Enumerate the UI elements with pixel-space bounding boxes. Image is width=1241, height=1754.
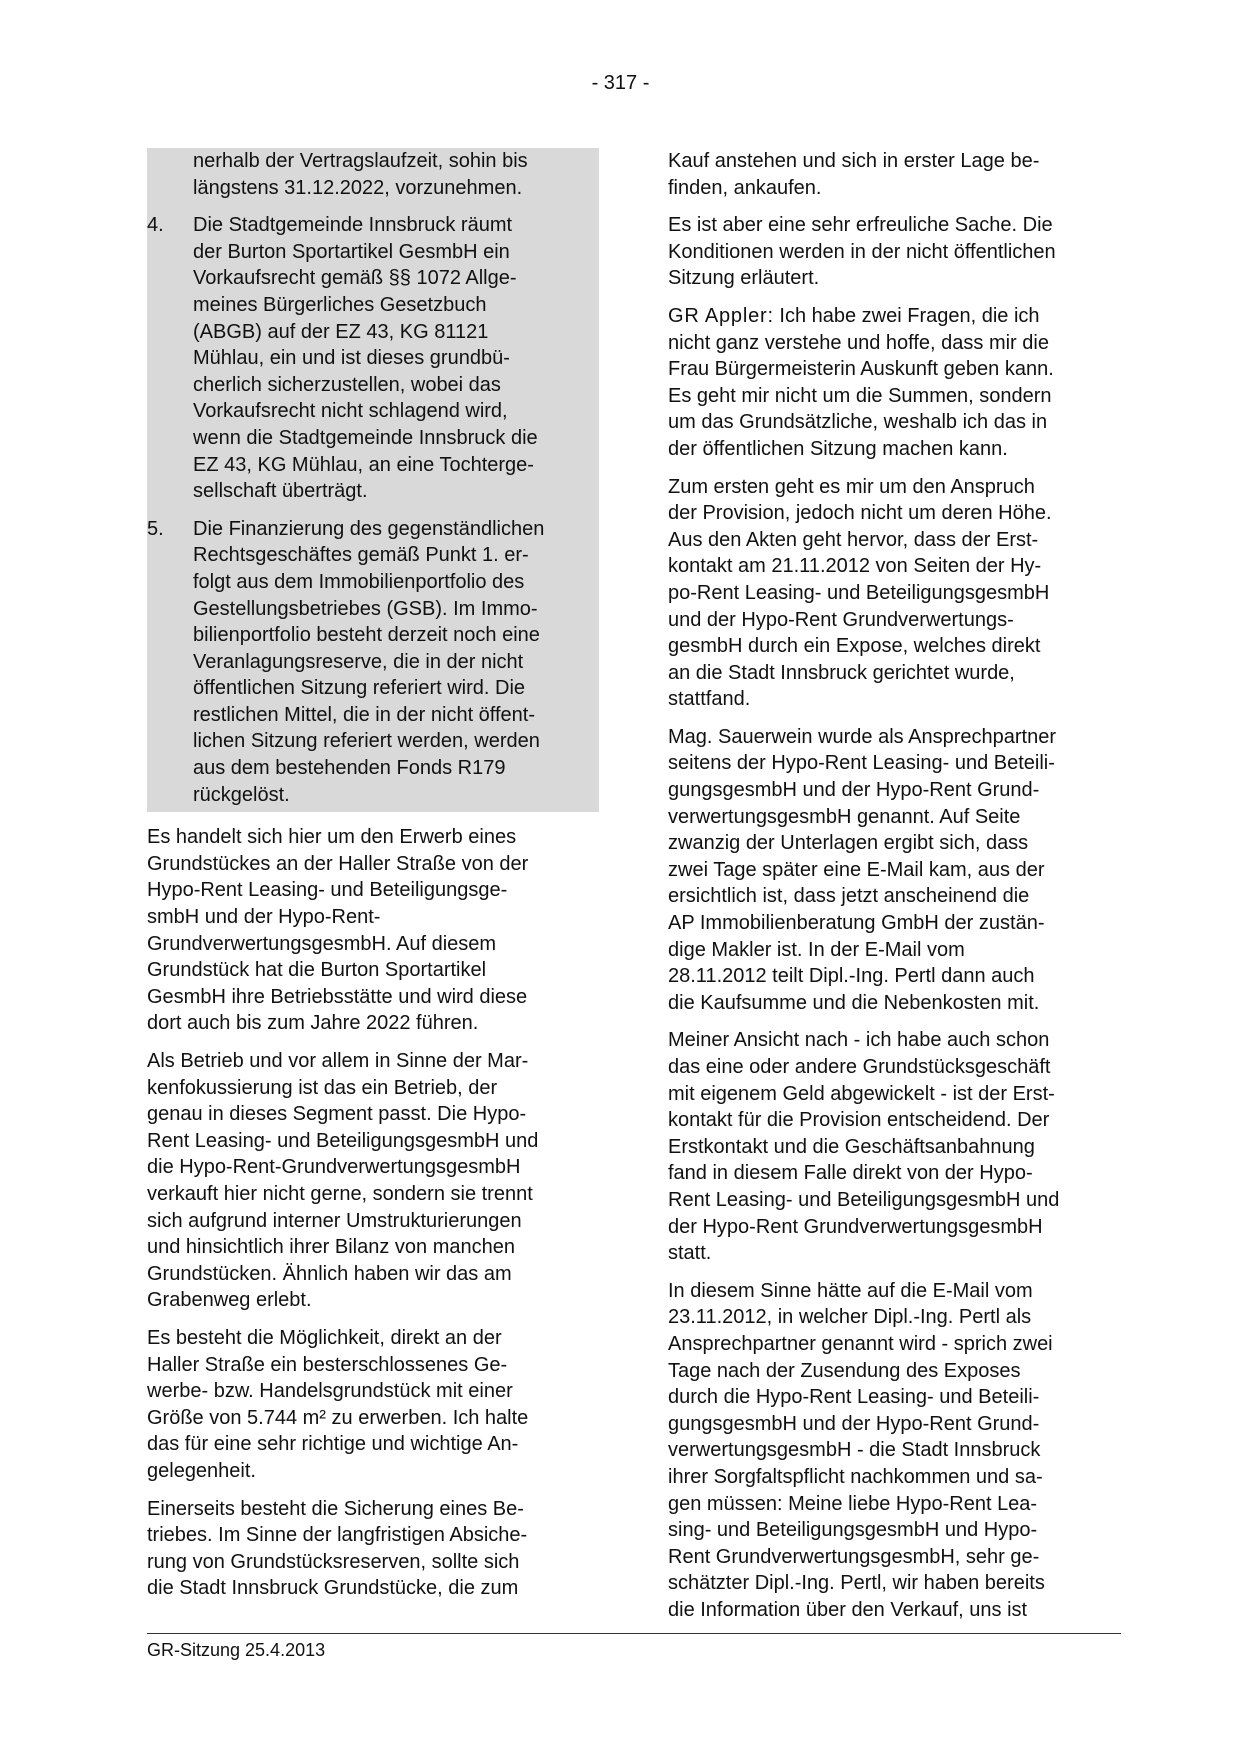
page-number: - 317 - (591, 72, 650, 94)
text-line: dige Makler ist. In der E-Mail vom (668, 938, 965, 961)
text-line: ersichtlich ist, dass jetzt anscheinend die (668, 885, 1030, 908)
text-line: bilienportfolio besteht derzeit noch eine (193, 624, 540, 647)
text-line (668, 303, 1120, 330)
text-line: Gestellungsbetriebes (GSB). Im Immo- (193, 597, 538, 620)
text-line: Frau Bürgermeisterin Auskunft geben kann. (668, 358, 1054, 381)
text-line: Rent Leasing- und BeteiligungsgesmbH und (668, 1188, 1060, 1211)
text-line: durch die Hypo-Rent Leasing- und Beteili- (668, 1386, 1040, 1409)
text-line: triebes. Im Sinne der langfristigen Absiche- (147, 1524, 528, 1547)
text-line: Vorkaufsrecht nicht schlagend wird, (193, 400, 508, 423)
text-line: sing- und BeteiligungsgesmbH und Hypo- (668, 1519, 1038, 1542)
text-line: um das Grundsätzliche, weshalb ich das in (668, 411, 1048, 434)
text-line: die Kaufsumme und die Nebenkosten mit. (668, 991, 1040, 1014)
text-line: die Stadt Innsbruck Grundstücke, die zum (147, 1577, 519, 1600)
text-line: wenn die Stadtgemeinde Innsbruck die (193, 426, 538, 449)
paragraph (668, 303, 1120, 463)
text-line: kenfokussierung ist das ein Betrieb, der (147, 1076, 498, 1099)
text-line: Zum ersten geht es mir um den Anspruch (668, 475, 1035, 498)
text-line: statt. (668, 1242, 712, 1265)
text-line: Konditionen werden in der nicht öffentlichen (668, 240, 1056, 263)
text-line: kontakt am 21.11.2012 von Seiten der Hy- (668, 555, 1042, 578)
text-line: nerhalb der Vertragslaufzeit, sohin bis (193, 150, 528, 172)
item-number: 4. (147, 214, 164, 237)
text-line: ihrer Sorgfaltspflicht nachkommen und sa- (668, 1465, 1043, 1488)
paragraph (147, 824, 599, 1037)
text-line: Rechtsgeschäftes gemäß Punkt 1. er- (193, 544, 529, 567)
text-line: der Provision, jedoch nicht um deren Höhe. (668, 502, 1052, 525)
text-line: (ABGB) auf der EZ 43, KG 81121 (193, 320, 489, 343)
paragraph (668, 724, 1120, 1017)
text-line: werbe- bzw. Handelsgrundstück mit einer (147, 1380, 513, 1403)
text-line: Erstkontakt und die Geschäftsanbahnung (668, 1135, 1035, 1158)
text-line: gungsgesmbH und der Hypo-Rent Grund- (668, 1412, 1040, 1435)
text-line: der Burton Sportartikel GesmbH ein (193, 240, 510, 263)
text-line: Kauf anstehen und sich in erster Lage be- (668, 150, 1040, 172)
text-line: das für eine sehr richtige und wichtige An- (147, 1433, 519, 1456)
resolution-item-5 (147, 516, 599, 809)
text-line: smbH und der Hypo-Rent- (147, 906, 381, 929)
text-line: cherlich sicherzustellen, wobei das (193, 373, 501, 396)
resolution-box (147, 148, 599, 812)
text-line: Haller Straße ein besterschlossenes Ge- (147, 1353, 508, 1376)
footer-divider (147, 1633, 1121, 1634)
text-line: Tage nach der Zusendung des Exposes (668, 1359, 1021, 1382)
paragraph (147, 1325, 599, 1485)
text-line: 23.11.2012, in welcher Dipl.-Ing. Pertl als (668, 1306, 1032, 1329)
text-line: meines Bürgerliches Gesetzbuch (193, 293, 487, 316)
text-line: längstens 31.12.2022, vorzunehmen. (193, 176, 523, 199)
text-line: GesmbH ihre Betriebsstätte und wird diese (147, 985, 528, 1008)
paragraph (668, 1278, 1120, 1624)
text-line: finden, ankaufen. (668, 176, 822, 199)
text-line: die Information über den Verkauf, uns ist (668, 1598, 1028, 1621)
text-line: gen müssen: Meine liebe Hypo-Rent Lea- (668, 1492, 1038, 1515)
text-line: gelegenheit. (147, 1459, 256, 1482)
text-line: Mühlau, ein und ist dieses grundbü- (193, 347, 510, 370)
paragraph (147, 1496, 599, 1602)
text-line: Rent GrundverwertungsgesmbH, sehr ge- (668, 1545, 1040, 1568)
text-line: Veranlagungsreserve, die in der nicht (193, 650, 524, 673)
text-line: Sitzung erläutert. (668, 267, 820, 290)
text-line: zwei Tage später eine E-Mail kam, aus der (668, 858, 1045, 881)
text-line: öffentlichen Sitzung referiert wird. Die (193, 677, 526, 700)
right-column (668, 148, 1120, 1634)
text-line: Grabenweg erlebt. (147, 1289, 312, 1312)
text-line: Vorkaufsrecht gemäß §§ 1072 Allge- (193, 267, 517, 290)
paragraph (147, 1048, 599, 1314)
text-line: Es handelt sich hier um den Erwerb eines (147, 826, 517, 849)
text-line: Rent Leasing- und BeteiligungsgesmbH und (147, 1129, 539, 1152)
text-line: Es geht mir nicht um die Summen, sondern (668, 384, 1052, 407)
text-line: Aus den Akten geht hervor, dass der Erst- (668, 528, 1039, 551)
footer-session-label: GR-Sitzung 25.4.2013 (147, 1640, 326, 1660)
text-line: an die Stadt Innsbruck gerichtet wurde, (668, 661, 1015, 684)
text-line: EZ 43, KG Mühlau, an eine Tochterge- (193, 453, 534, 476)
text-line: Als Betrieb und vor allem in Sinne der Mar- (147, 1050, 529, 1072)
text-line: verwertungsgesmbH genannt. Auf Seite (668, 805, 1021, 828)
text-line: sich aufgrund interner Umstrukturierungen (147, 1209, 522, 1232)
text-line: lichen Sitzung referiert werden, werden (193, 730, 540, 753)
text-line: und hinsichtlich ihrer Bilanz von manchen (147, 1236, 515, 1259)
text-line: Ansprechpartner genannt wird - sprich zwei (668, 1332, 1053, 1355)
paragraph (668, 148, 1120, 201)
text-line: AP Immobilienberatung GmbH der zustän- (668, 912, 1045, 935)
text-line: Grundstückes an der Haller Straße von der (147, 852, 529, 875)
text-line: Einerseits besteht die Sicherung eines Be- (147, 1497, 524, 1520)
text-line: seitens der Hypo-Rent Leasing- und Beteili- (668, 752, 1055, 775)
text-line: sellschaft überträgt. (193, 480, 368, 503)
text-line: der Hypo-Rent GrundverwertungsgesmbH (668, 1215, 1043, 1238)
text-line: aus dem bestehenden Fonds R179 (193, 757, 506, 780)
text-line: Mag. Sauerwein wurde als Ansprechpartner (668, 725, 1056, 748)
text-line: fand in diesem Falle direkt von der Hypo- (668, 1162, 1033, 1185)
text-line: Meiner Ansicht nach - ich habe auch schon (668, 1029, 1050, 1052)
text-line: zwanzig der Unterlagen ergibt sich, dass (668, 832, 1029, 855)
text-line: Grundstück hat die Burton Sportartikel (147, 959, 487, 982)
text-line: der öffentlichen Sitzung machen kann. (668, 437, 1008, 460)
text-line: das eine oder andere Grundstücksgeschäft (668, 1056, 1051, 1078)
text-line: Es ist aber eine sehr erfreuliche Sache. Die (668, 214, 1053, 237)
paragraph (668, 474, 1120, 713)
text-line: folgt aus dem Immobilienportfolio des (193, 570, 525, 593)
item-text (193, 212, 599, 505)
text-line: verwertungsgesmbH - die Stadt Innsbruck (668, 1439, 1041, 1462)
text-line: die Hypo-Rent-GrundverwertungsgesmbH (147, 1156, 521, 1179)
paragraph (668, 1027, 1120, 1266)
text-line: und der Hypo-Rent Grundverwertungs- (668, 608, 1014, 631)
text-line: stattfand. (668, 688, 751, 711)
item-text (193, 516, 599, 809)
text-line: Es besteht die Möglichkeit, direkt an der (147, 1326, 502, 1349)
text-line: gesmbH durch ein Expose, welches direkt (668, 635, 1041, 658)
text-line: Die Finanzierung des gegenständlichen (193, 517, 545, 540)
text-line: nicht ganz verstehe und hoffe, dass mir die (668, 331, 1049, 354)
text-line: rung von Grundstücksreserven, sollte sich (147, 1550, 520, 1573)
text-line: rückgelöst. (193, 783, 290, 806)
paragraph (668, 212, 1120, 292)
text-line: schätzter Dipl.-Ing. Pertl, wir haben bereits (668, 1572, 1045, 1595)
speaker-name: GR Appler: (668, 304, 774, 327)
text-line: 28.11.2012 teilt Dipl.-Ing. Pertl dann auch (668, 965, 1035, 988)
text-line: mit eigenem Geld abgewickelt - ist der Erst- (668, 1082, 1055, 1105)
text-line: In diesem Sinne hätte auf die E-Mail vom (668, 1279, 1033, 1302)
left-column (147, 148, 599, 1613)
text-line: verkauft hier nicht gerne, sondern sie trennt (147, 1182, 533, 1205)
text-line: kontakt für die Provision entscheidend. Der (668, 1109, 1050, 1132)
resolution-item-4 (147, 212, 599, 505)
resolution-continuation (147, 148, 599, 201)
text-line: po-Rent Leasing- und BeteiligungsgesmbH (668, 581, 1050, 604)
text-line: restlichen Mittel, die in der nicht öffent- (193, 703, 536, 726)
text-line: Grundstücken. Ähnlich haben wir das am (147, 1262, 512, 1285)
text-line: gungsgesmbH und der Hypo-Rent Grund- (668, 779, 1040, 802)
text-line: Hypo-Rent Leasing- und Beteiligungsge- (147, 879, 508, 902)
text-line: GrundverwertungsgesmbH. Auf diesem (147, 932, 497, 955)
text-line: dort auch bis zum Jahre 2022 führen. (147, 1012, 479, 1035)
text-line: Die Stadtgemeinde Innsbruck räumt (193, 214, 513, 237)
text-line: genau in dieses Segment passt. Die Hypo- (147, 1103, 527, 1126)
item-number: 5. (147, 517, 164, 540)
text-fragment: Ich habe zwei Fragen, die ich (779, 304, 1040, 327)
text-line: Größe von 5.744 m² zu erwerben. Ich halte (147, 1406, 529, 1429)
